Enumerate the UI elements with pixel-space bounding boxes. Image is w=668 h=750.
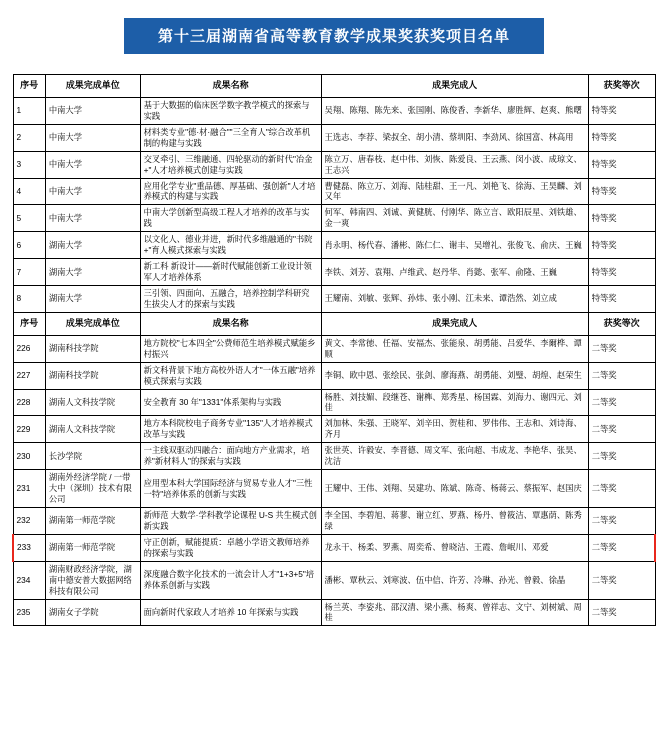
cell-sequence-number: 3 bbox=[13, 151, 45, 178]
table-row bbox=[13, 416, 655, 443]
cell-contributors: 李全国、李碧旭、蒋蓼、谢立红、罗燕、杨丹、曾筱洁、覃惠荫、陈秀绿 bbox=[321, 507, 588, 534]
cell-award-level: 二等奖 bbox=[588, 416, 655, 443]
awards-table-container bbox=[12, 74, 656, 626]
cell-contributors: 陈立万、唐春枝、赵中伟、刘恢、陈爱良、王云燕、闵小波、成琼文、王志兴 bbox=[321, 151, 588, 178]
cell-contributors: 肖永明、杨代春、潘彬、陈仁仁、谢丰、吴增礼、张俊飞、俞庆、王巍 bbox=[321, 232, 588, 259]
cell-achievement-name: 新师范 大数学·学科教学论课程 U-S 共生模式创新实践 bbox=[140, 507, 321, 534]
cell-sequence-number: 233 bbox=[13, 534, 45, 561]
cell-award-level: 特等奖 bbox=[588, 178, 655, 205]
cell-achievement-name: 基于大数据的临床医学数字教学模式的探索与实践 bbox=[140, 97, 321, 124]
table-row bbox=[13, 507, 655, 534]
cell-achievement-name: 三引领、四面向、五融合，培养控制学科研究生拔尖人才的探索与实践 bbox=[140, 286, 321, 313]
cell-achievement-name: 守正创新，赋能提质：卓越小学语文教师培养的探索与实践 bbox=[140, 534, 321, 561]
cell-award-level: 二等奖 bbox=[588, 561, 655, 599]
cell-unit: 湖南人文科技学院 bbox=[45, 416, 140, 443]
cell-unit: 湖南大学 bbox=[45, 259, 140, 286]
awards-table bbox=[12, 74, 656, 626]
table-row bbox=[13, 389, 655, 416]
table-row bbox=[13, 362, 655, 389]
cell-achievement-name: 新文科背景下地方高校外语人才"一体五融"培养模式探索与实践 bbox=[140, 362, 321, 389]
cell-unit: 中南大学 bbox=[45, 178, 140, 205]
cell-sequence-number: 6 bbox=[13, 232, 45, 259]
page-title: 第十三届湖南省高等教育教学成果奖获奖项目名单 bbox=[124, 18, 544, 54]
column-header: 成果名称 bbox=[140, 75, 321, 98]
cell-unit: 湖南财政经济学院，湖南中德安普大数据网络科技有限公司 bbox=[45, 561, 140, 599]
cell-sequence-number: 2 bbox=[13, 124, 45, 151]
cell-award-level: 二等奖 bbox=[588, 335, 655, 362]
column-header: 成果完成人 bbox=[321, 312, 588, 335]
cell-unit: 中南大学 bbox=[45, 205, 140, 232]
table-row bbox=[13, 232, 655, 259]
cell-award-level: 二等奖 bbox=[588, 599, 655, 626]
column-header: 成果完成单位 bbox=[45, 312, 140, 335]
cell-unit: 湖南人文科技学院 bbox=[45, 389, 140, 416]
cell-award-level: 二等奖 bbox=[588, 470, 655, 508]
column-header: 序号 bbox=[13, 75, 45, 98]
column-header: 成果完成单位 bbox=[45, 75, 140, 98]
cell-unit: 中南大学 bbox=[45, 97, 140, 124]
column-header: 成果完成人 bbox=[321, 75, 588, 98]
cell-unit: 中南大学 bbox=[45, 124, 140, 151]
cell-contributors: 潘彬、覃秋云、刘寒波、伍中信、许芳、冷琳、孙光、曾毅、徐晶 bbox=[321, 561, 588, 599]
table-row bbox=[13, 443, 655, 470]
cell-sequence-number: 227 bbox=[13, 362, 45, 389]
cell-award-level: 二等奖 bbox=[588, 389, 655, 416]
cell-contributors: 何军、韩南四、刘诚、黄健胱、付刚华、陈立言、欧阳辰星、刘铁雄、金一爽 bbox=[321, 205, 588, 232]
cell-achievement-name: 应用型本科大学国际经济与贸易专业人才"三性一特"培养体系的创新与实践 bbox=[140, 470, 321, 508]
cell-sequence-number: 232 bbox=[13, 507, 45, 534]
cell-sequence-number: 7 bbox=[13, 259, 45, 286]
cell-award-level: 二等奖 bbox=[588, 362, 655, 389]
cell-sequence-number: 234 bbox=[13, 561, 45, 599]
cell-award-level: 二等奖 bbox=[588, 507, 655, 534]
cell-award-level: 特等奖 bbox=[588, 97, 655, 124]
cell-achievement-name: 新工科 新设计——新时代赋能创新工业设计领军人才培养体系 bbox=[140, 259, 321, 286]
cell-contributors: 李铜、欧中恩、张绘民、张剑、廖海燕、胡勇能、刘璧、胡煌、赵荣生 bbox=[321, 362, 588, 389]
cell-sequence-number: 226 bbox=[13, 335, 45, 362]
table-row bbox=[13, 534, 655, 561]
table-row bbox=[13, 599, 655, 626]
cell-unit: 湖南科技学院 bbox=[45, 362, 140, 389]
cell-award-level: 特等奖 bbox=[588, 259, 655, 286]
cell-achievement-name: 一主线双驱动四融合：面向地方产业需求，培养"新材料人"的探索与实践 bbox=[140, 443, 321, 470]
cell-contributors: 黄文、李常徳、任福、安福杰、张能泉、胡勇能、吕爱华、李爾桦、谭顺 bbox=[321, 335, 588, 362]
cell-contributors: 曹健磊、陈立万、刘海、陆桂甜、王一凡、刘艳飞、徐海、王昊麟、刘又年 bbox=[321, 178, 588, 205]
cell-award-level: 二等奖 bbox=[588, 534, 655, 561]
cell-unit: 湖南大学 bbox=[45, 286, 140, 313]
table-row bbox=[13, 470, 655, 508]
table-row bbox=[13, 205, 655, 232]
cell-sequence-number: 230 bbox=[13, 443, 45, 470]
table-row bbox=[13, 178, 655, 205]
cell-achievement-name: 应用化学专业"重品德、厚基础、强创新"人才培养模式的构建与实践 bbox=[140, 178, 321, 205]
table-row bbox=[13, 124, 655, 151]
cell-achievement-name: 地方院校"七本四全"公费师范生培养模式赋能乡村振兴 bbox=[140, 335, 321, 362]
cell-achievement-name: 交叉牵引、三维融通、四轮驱动的新时代"冶金+"人才培养模式创建与实践 bbox=[140, 151, 321, 178]
table-row bbox=[13, 97, 655, 124]
cell-achievement-name: 以文化人、德业并进，新时代多维融通的"书院+"育人模式探索与实践 bbox=[140, 232, 321, 259]
table-row bbox=[13, 259, 655, 286]
cell-unit: 湖南第一师范学院 bbox=[45, 507, 140, 534]
cell-achievement-name: 材料类专业"德·材·融合""三全育人"综合改革机制的构建与实践 bbox=[140, 124, 321, 151]
cell-unit: 湖南女子学院 bbox=[45, 599, 140, 626]
cell-sequence-number: 231 bbox=[13, 470, 45, 508]
cell-unit: 湖南科技学院 bbox=[45, 335, 140, 362]
cell-unit: 长沙学院 bbox=[45, 443, 140, 470]
cell-sequence-number: 228 bbox=[13, 389, 45, 416]
cell-achievement-name: 深度融合数字化技术的一流会计人才"1+3+5"培养体系创新与实践 bbox=[140, 561, 321, 599]
column-header: 成果名称 bbox=[140, 312, 321, 335]
cell-sequence-number: 1 bbox=[13, 97, 45, 124]
cell-award-level: 特等奖 bbox=[588, 124, 655, 151]
cell-award-level: 特等奖 bbox=[588, 286, 655, 313]
cell-contributors: 刘加林、朱强、王晓军、刘辛田、贺桂和、罗伟伟、王志和、刘诗海、齐月 bbox=[321, 416, 588, 443]
cell-sequence-number: 8 bbox=[13, 286, 45, 313]
document-page bbox=[0, 18, 668, 750]
table-row bbox=[13, 335, 655, 362]
cell-unit: 中南大学 bbox=[45, 151, 140, 178]
cell-contributors: 龙永干、杨柔、罗燕、周奕希、曾晓洁、王霞、詹岷川、邓爱 bbox=[321, 534, 588, 561]
table-row bbox=[13, 286, 655, 313]
cell-achievement-name: 面向新时代家政人才培养 10 年探索与实践 bbox=[140, 599, 321, 626]
table-row bbox=[13, 151, 655, 178]
cell-award-level: 特等奖 bbox=[588, 151, 655, 178]
column-header: 序号 bbox=[13, 312, 45, 335]
column-header: 获奖等次 bbox=[588, 312, 655, 335]
cell-contributors: 杨胜、刘技媚、段继苍、谢榫、郑秀星、杨国霖、刘海力、谢四元、刘佳 bbox=[321, 389, 588, 416]
cell-contributors: 王耀南、刘敏、张辉、孙炜、张小刚、江未来、谭浩然、刘立成 bbox=[321, 286, 588, 313]
cell-contributors: 李铁、刘芳、袁翔、卢维武、赵丹华、肖懿、张军、俞隆、王巍 bbox=[321, 259, 588, 286]
cell-contributors: 王耀中、王伟、刘翔、吴建功、陈斌、陈奇、杨蒋云、蔡振军、赵国庆 bbox=[321, 470, 588, 508]
cell-unit: 湖南大学 bbox=[45, 232, 140, 259]
cell-contributors: 张世英、许毅安、李晋德、周文军、张向超、韦成龙、李艳华、张昊、沈洁 bbox=[321, 443, 588, 470]
cell-achievement-name: 地方本科院校电子商务专业"135"人才培养模式改革与实践 bbox=[140, 416, 321, 443]
table-header-row bbox=[13, 75, 655, 98]
table-row bbox=[13, 561, 655, 599]
cell-sequence-number: 4 bbox=[13, 178, 45, 205]
cell-sequence-number: 235 bbox=[13, 599, 45, 626]
table-header-row bbox=[13, 312, 655, 335]
cell-award-level: 二等奖 bbox=[588, 443, 655, 470]
cell-achievement-name: 中南大学创新型高级工程人才培养的改革与实践 bbox=[140, 205, 321, 232]
cell-award-level: 特等奖 bbox=[588, 232, 655, 259]
cell-contributors: 王选志、李荐、梁叔全、胡小清、蔡圳阳、李劲风、徐国富、林高用 bbox=[321, 124, 588, 151]
cell-achievement-name: 安全教育 30 年"1331"体系架构与实践 bbox=[140, 389, 321, 416]
cell-unit: 湖南外经济学院 / 一带大中（深圳）技术有限公司 bbox=[45, 470, 140, 508]
cell-sequence-number: 229 bbox=[13, 416, 45, 443]
cell-award-level: 特等奖 bbox=[588, 205, 655, 232]
cell-sequence-number: 5 bbox=[13, 205, 45, 232]
column-header: 获奖等次 bbox=[588, 75, 655, 98]
cell-contributors: 杨兰英、李姿兆、邵汉清、梁小燕、杨爽、曾祥志、文宁、刘树斌、周桂 bbox=[321, 599, 588, 626]
cell-contributors: 吴翔、陈翔、陈先来、张国刚、陈俊香、李新华、廖胜辉、赵爽、熊曙 bbox=[321, 97, 588, 124]
cell-unit: 湖南第一师范学院 bbox=[45, 534, 140, 561]
